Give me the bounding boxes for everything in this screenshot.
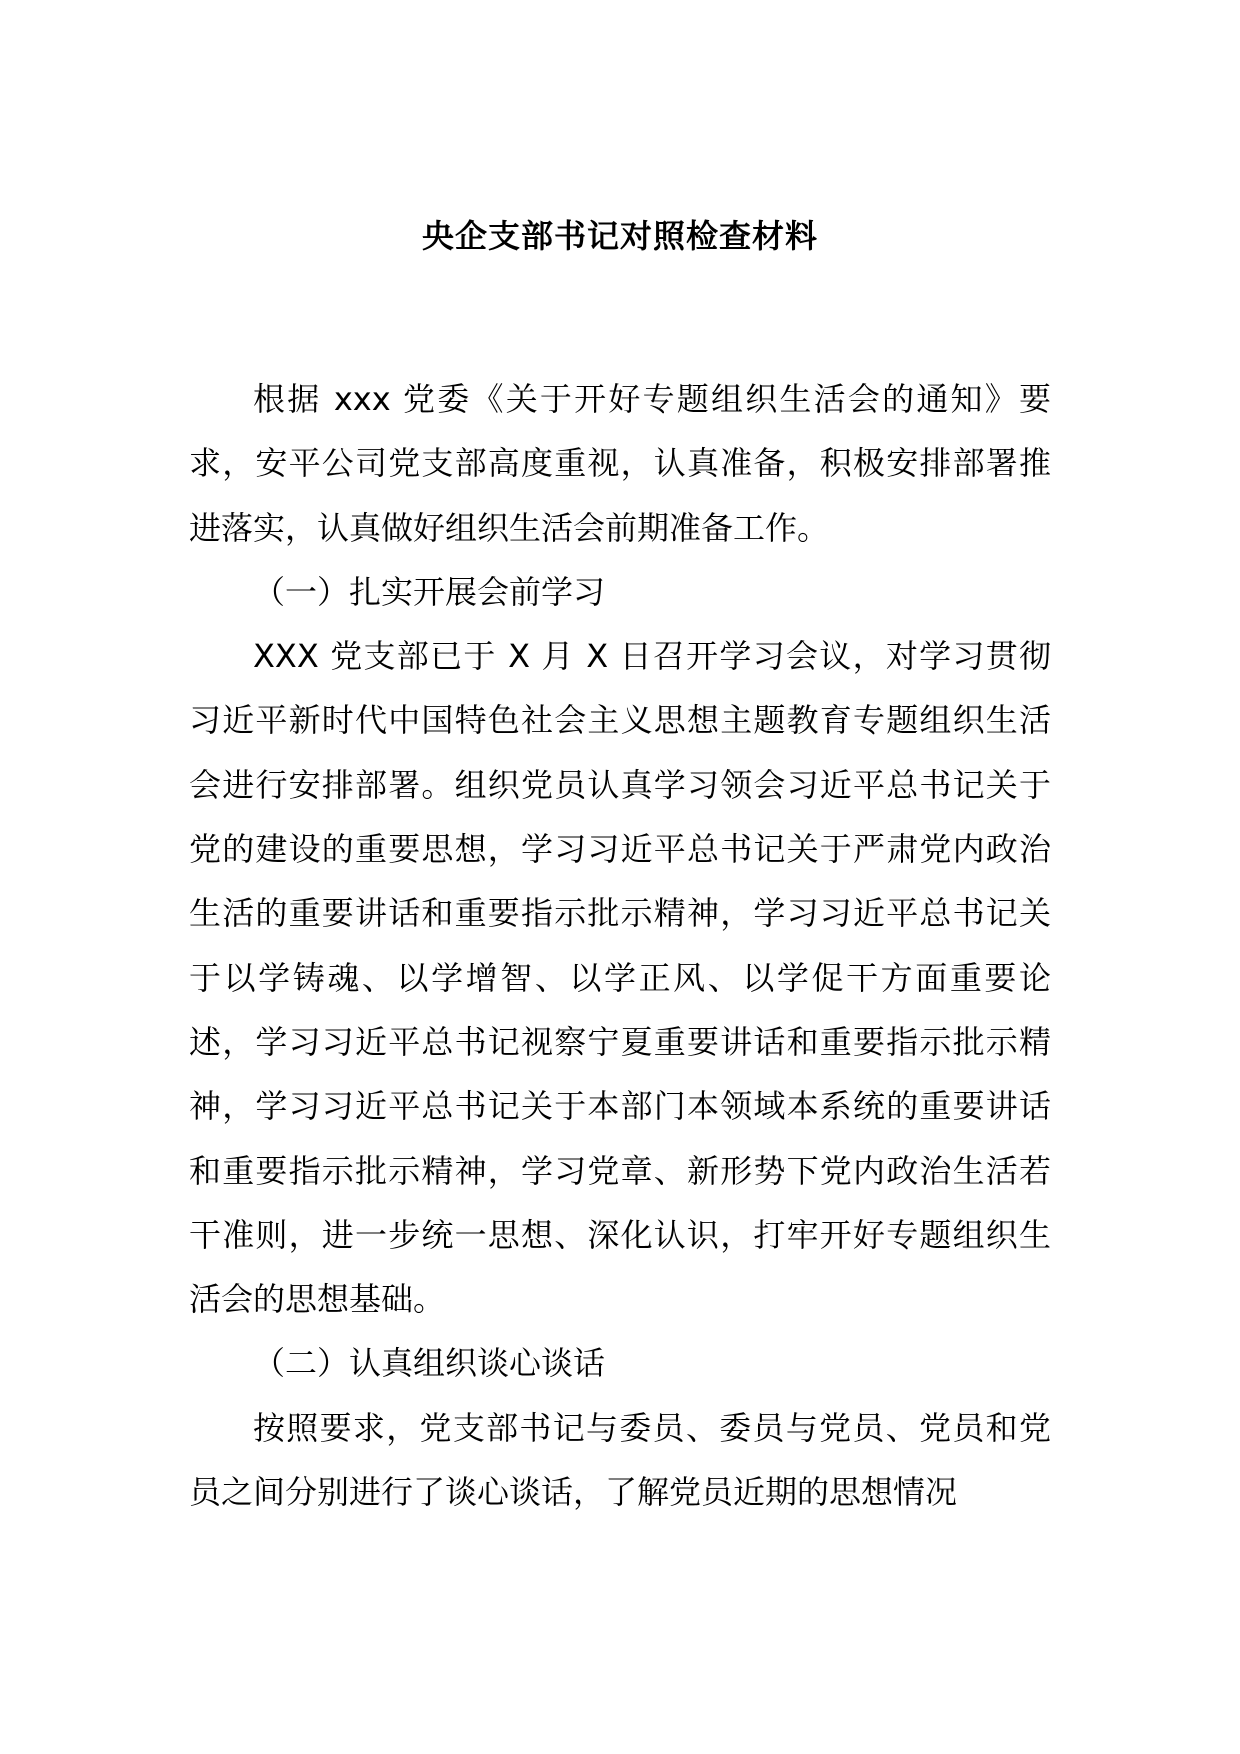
- paragraph-intro: 根据 xxx 党委《关于开好专题组织生活会的通知》要求，安平公司党支部高度重视，认真准备，积极安排部署推进落实，认真做好组织生活会前期准备工作。: [189, 380, 1051, 547]
- section-heading-1: （一）扎实开展会前学习: [253, 572, 606, 611]
- section-heading-2: （二）认真组织谈心谈话: [253, 1344, 606, 1383]
- paragraph-talks: 按照要求，党支部书记与委员、委员与党员、党员和党员之间分别进行了谈心谈话，了解党员近期的思想情况: [189, 1408, 1051, 1512]
- document-body: [189, 367, 1051, 1524]
- paragraph-study: XXX 党支部已于 X 月 X 日召开学习会议，对学习贯彻习近平新时代中国特色社会主义思想主题教育专题组织生活会进行安排部署。组织党员认真学习领会习近平总书记关于党的建设的重要思想，学习习近平总书记关于严肃党内政治生活的重要讲话和重要指示批示精神，学习习近平总书记关于以学铸魂、以学增智、以学正风、以学促干方面重要论述，学习习近平总书记视察宁夏重要讲话和重要指示批示精神，学习习近平总书记关于本部门本领域本系统的重要讲话和重要指示批示精神，学习党章、新形势下党内政治生活若干准则，进一步统一思想、深化认识，打牢开好专题组织生活会的思想基础。: [189, 637, 1051, 1319]
- document-title: 央企支部书记对照检查材料: [421, 217, 818, 255]
